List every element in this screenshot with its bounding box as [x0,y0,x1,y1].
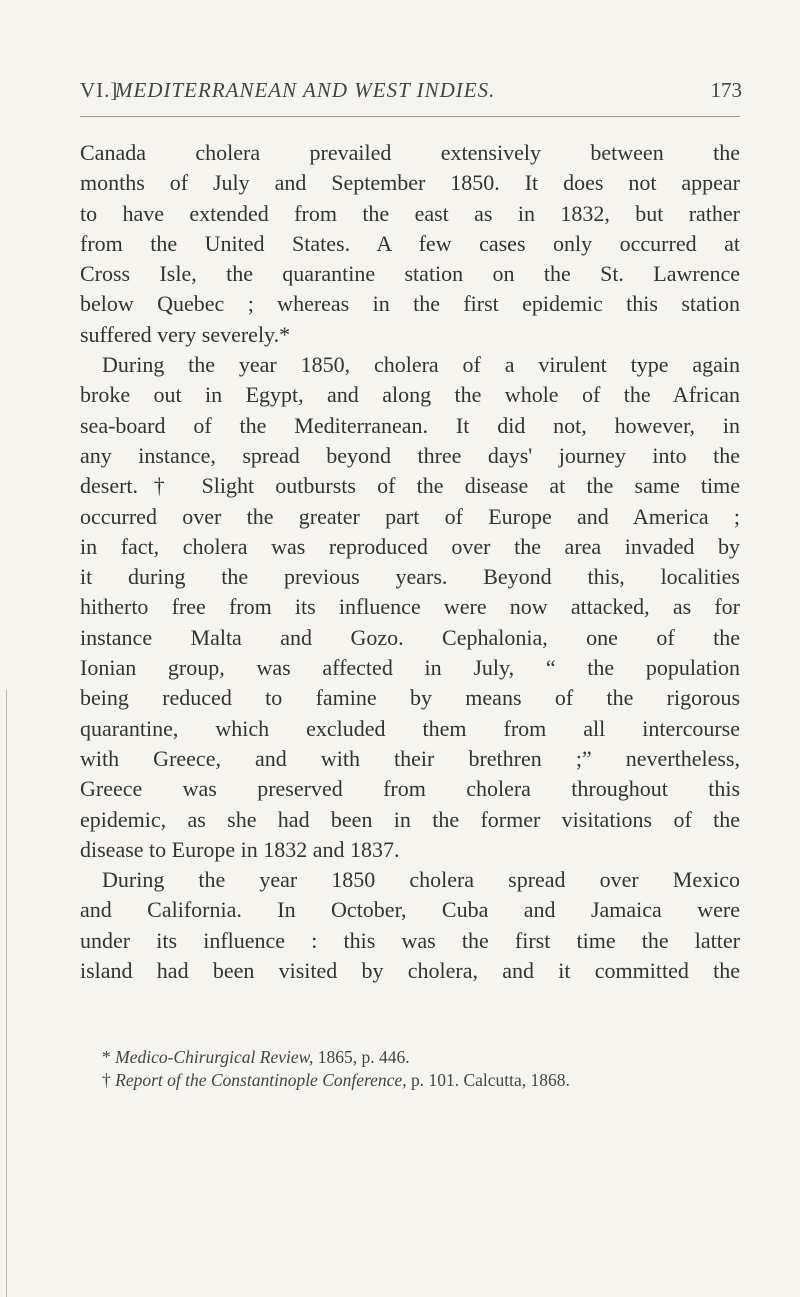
text-line: in fact, cholera was reproduced over the area invaded by [80,533,740,559]
text-line: from the United States. A few cases only occurred at [80,230,740,256]
footnote-citation: 1865, p. 446. [313,1047,410,1067]
text-line: island had been visited by cholera, and it committed the [80,958,740,984]
body-text [80,138,740,986]
text-line: desert.† Slight outbursts of the disease at the same time [80,473,740,499]
running-title: MEDITERRANEAN AND WEST INDIES. [115,78,496,102]
text-line: epidemic, as she had been in the former visitations of the [80,806,740,832]
text-line: any instance, spread beyond three days' journey into the [80,442,740,468]
text-line: and California. In October, Cuba and Jamaica were [80,897,740,923]
text-line: Ionian group, was affected in July, “ the population [80,655,740,681]
text-line: Greece was preserved from cholera throughout this [80,776,740,802]
text-line: instance Malta and Gozo. Cephalonia, one of the [80,624,740,650]
text-line: hitherto free from its influence were now attacked, as for [80,594,740,620]
text-line: occurred over the greater part of Europe and America ; [80,503,740,529]
footnote [80,1046,740,1069]
text-line: quarantine, which excluded them from all intercourse [80,715,740,741]
chapter-number: VI.] [80,78,119,102]
text-line: below Quebec ; whereas in the first epidemic this station [80,291,740,317]
footnote-source-title: Report of the Constantinople Conference, [115,1070,407,1090]
text-line: it during the previous years. Beyond this, localities [80,564,740,590]
footnote-mark: * [102,1047,111,1067]
text-line: being reduced to famine by means of the rigorous [80,685,740,711]
paragraph-start-line: During the year 1850, cholera of a virulent type again [102,352,740,378]
text-line: Canada cholera prevailed extensively between the [80,140,740,165]
text-line: disease to Europe in 1832 and 1837. [80,836,400,862]
footnote-citation: p. 101. Calcutta, 1868. [406,1070,570,1090]
paragraph-start-line: During the year 1850 cholera spread over Mexico [102,867,740,893]
text-line: to have extended from the east as in 1832, but rather [80,200,740,226]
footnote-source-title: Medico-Chirurgical Review, [115,1047,314,1067]
text-line: months of July and September 1850. It does not appear [80,170,740,196]
running-header [80,78,770,112]
page-number: 173 [710,78,742,102]
footnote [80,1069,740,1092]
page-edge-line [6,690,7,1297]
text-line: with Greece, and with their brethren ;” nevertheless, [80,745,740,771]
text-line: sea-board of the Mediterranean. It did not, however, in [80,412,740,438]
footnote-mark: † [102,1070,111,1090]
footnotes [80,1046,740,1092]
text-line: broke out in Egypt, and along the whole of the African [80,382,740,408]
text-line: Cross Isle, the quarantine station on the St. Lawrence [80,261,740,287]
text-line: under its influence : this was the first time the latter [80,927,740,953]
text-line: suffered very severely.* [80,321,291,347]
header-divider [80,116,740,117]
